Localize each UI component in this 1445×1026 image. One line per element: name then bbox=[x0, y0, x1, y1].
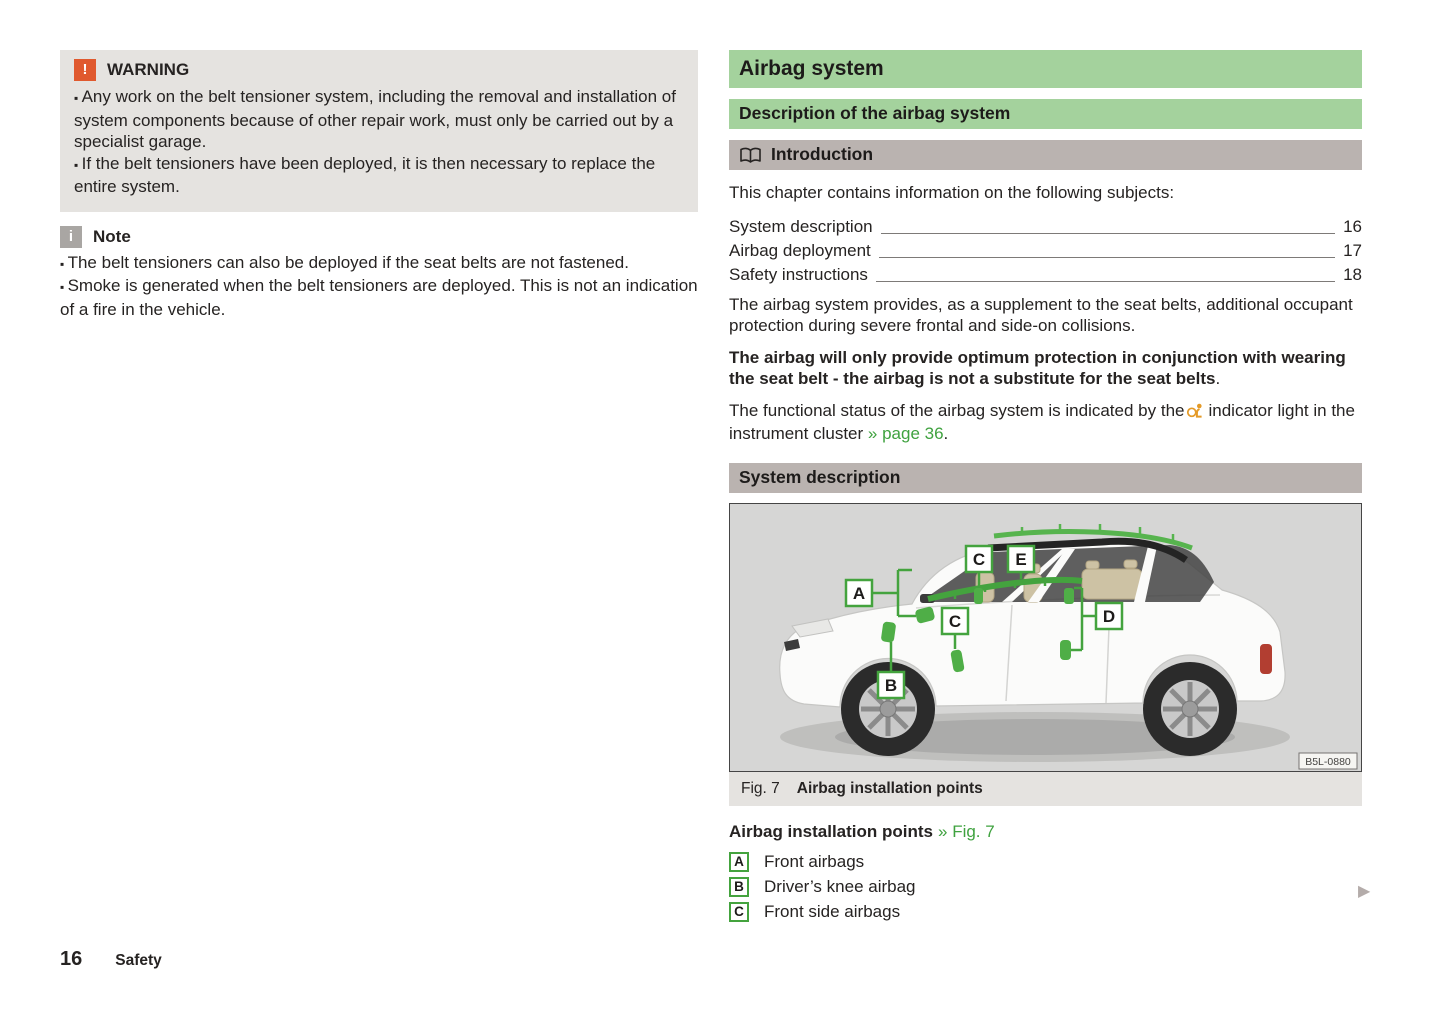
system-description-heading: System description bbox=[739, 466, 901, 487]
note-item: ▪ Smoke is generated when the belt tensioners are deployed. This is not an indication of a fire in the vehicle. bbox=[60, 275, 698, 320]
note-header bbox=[60, 226, 698, 248]
car-airbag-diagram bbox=[730, 504, 1361, 771]
svg-text:E: E bbox=[1015, 549, 1027, 569]
figure-legend bbox=[729, 821, 1362, 925]
chapter-title-bar bbox=[729, 50, 1362, 88]
toc-page-number[interactable]: 16 bbox=[1343, 217, 1362, 236]
note-item: ▪ The belt tensioners can also be deployed if the seat belts are not fastened. bbox=[60, 252, 698, 276]
continuation-arrow-icon: ▶ bbox=[1358, 883, 1371, 900]
indicator-text-before: The functional status of the airbag system is indicated by the bbox=[729, 400, 1185, 420]
rear-wheel bbox=[1143, 662, 1237, 756]
system-description-heading-bar bbox=[729, 463, 1362, 493]
left-column bbox=[60, 50, 698, 320]
legend-row bbox=[729, 874, 1362, 899]
toc-row bbox=[729, 214, 1362, 238]
chapter-toc bbox=[729, 214, 1362, 286]
figure-label-A bbox=[846, 580, 872, 606]
chapter-title: Airbag system bbox=[739, 57, 884, 81]
legend-key-B: B bbox=[729, 877, 749, 897]
legend-label: Front airbags bbox=[764, 851, 865, 871]
paragraph-period: . bbox=[1215, 369, 1221, 388]
toc-page-number[interactable]: 18 bbox=[1343, 265, 1362, 284]
figure-label-B bbox=[878, 672, 904, 698]
legend-row bbox=[729, 899, 1362, 924]
svg-text:B: B bbox=[884, 675, 898, 695]
toc-row bbox=[729, 262, 1362, 286]
toc-leader-line bbox=[876, 281, 1335, 282]
intro-lead: This chapter contains information on the following subjects: bbox=[729, 183, 1175, 202]
section-title-bar bbox=[729, 99, 1362, 129]
book-icon bbox=[739, 147, 762, 164]
paragraph-indicator bbox=[729, 400, 1362, 445]
introduction-heading-bar bbox=[729, 140, 1362, 170]
toc-leader-line bbox=[881, 233, 1335, 234]
warning-item: ▪ If the belt tensioners have been deployed, it is then necessary to replace the entire system. bbox=[74, 153, 684, 198]
warning-box bbox=[60, 50, 698, 212]
right-column bbox=[729, 50, 1362, 924]
paragraph-supplement: The airbag system provides, as a supplement to the seat belts, additional occupant protection during severe frontal and side-on collisions. bbox=[729, 294, 1353, 335]
toc-row bbox=[729, 238, 1362, 262]
paragraph-optimum-protection bbox=[729, 347, 1362, 390]
page-number: 16 bbox=[60, 948, 83, 970]
figure-airbag-installation bbox=[729, 503, 1362, 772]
warning-item: ▪ Any work on the belt tensioner system, including the removal and installation of system components because of other repair work, must only be carried out by a specialist garage. bbox=[74, 86, 684, 153]
page-36-link[interactable]: » page 36 bbox=[867, 424, 944, 443]
legend-key-A: A bbox=[729, 852, 749, 872]
warning-title: WARNING bbox=[107, 60, 190, 79]
page-footer bbox=[60, 948, 162, 971]
indicator-text-after: indicator light in the instrument cluster bbox=[729, 400, 1355, 443]
indicator-period: . bbox=[943, 424, 949, 443]
legend-items bbox=[729, 849, 1362, 924]
fig-7-link[interactable]: » Fig. 7 bbox=[938, 821, 995, 841]
toc-page-number[interactable]: 17 bbox=[1343, 241, 1362, 260]
introduction-heading: Introduction bbox=[771, 144, 874, 165]
legend-title-row bbox=[729, 821, 1362, 843]
legend-title: Airbag installation points bbox=[729, 821, 934, 841]
note-section bbox=[60, 226, 698, 321]
toc-label[interactable]: System description bbox=[729, 217, 873, 236]
legend-row bbox=[729, 849, 1362, 874]
exclamation-warning-icon: ! bbox=[74, 59, 96, 81]
toc-label[interactable]: Airbag deployment bbox=[729, 241, 871, 260]
warning-header bbox=[74, 59, 684, 81]
toc-label[interactable]: Safety instructions bbox=[729, 265, 868, 284]
figure-label-C-upper bbox=[966, 546, 992, 572]
figure-label-C-lower bbox=[942, 608, 968, 634]
airbag-indicator-icon bbox=[1187, 402, 1205, 424]
svg-text:B5L-0880: B5L-0880 bbox=[1305, 755, 1351, 768]
figure-number: Fig. 7 bbox=[741, 779, 780, 797]
figure-caption bbox=[729, 772, 1362, 806]
note-title: Note bbox=[93, 226, 131, 246]
svg-text:A: A bbox=[852, 583, 866, 603]
figure-caption-title: Airbag installation points bbox=[796, 779, 983, 797]
figure-label-E bbox=[1008, 546, 1034, 572]
figure-label-D bbox=[1096, 603, 1122, 629]
note-body bbox=[60, 252, 698, 321]
info-note-icon: i bbox=[60, 226, 82, 248]
legend-key-C: C bbox=[729, 902, 749, 922]
svg-text:D: D bbox=[1102, 606, 1116, 626]
footer-section-label: Safety bbox=[115, 952, 162, 969]
paragraph-bold-text: The airbag will only provide optimum protection in conjunction with wearing the seat belt - the airbag is not a substitute for the seat belts bbox=[729, 347, 1346, 388]
legend-label: Front side airbags bbox=[764, 901, 901, 921]
section-title: Description of the airbag system bbox=[739, 103, 1011, 124]
warning-body bbox=[74, 86, 684, 198]
svg-text:C: C bbox=[972, 549, 986, 569]
figure-code-tag bbox=[1299, 753, 1357, 769]
legend-label: Driver’s knee airbag bbox=[764, 876, 916, 896]
toc-leader-line bbox=[879, 257, 1335, 258]
svg-text:C: C bbox=[948, 611, 962, 631]
